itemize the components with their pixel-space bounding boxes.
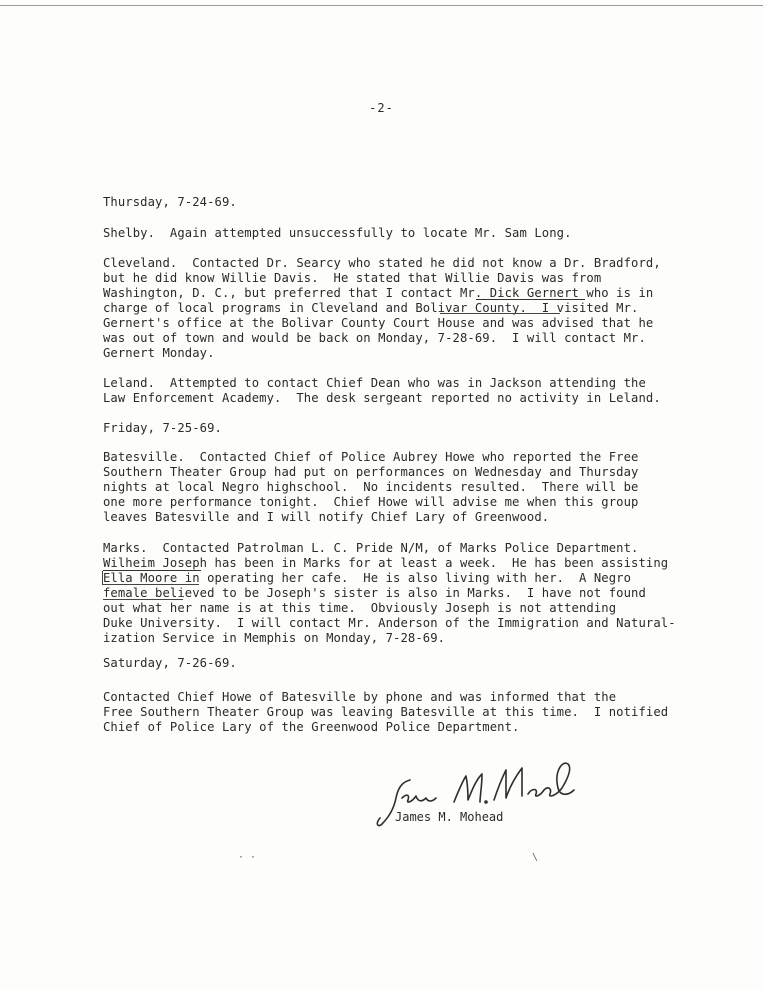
date-saturday: Saturday, 7-26-69. <box>103 656 237 670</box>
date-friday: Friday, 7-25-69. <box>103 421 222 435</box>
entry-leland: Leland. Attempted to contact Chief Dean who was in Jackson attending the Law Enforcement Academy. The desk sergeant reported no activity in Leland. <box>103 376 661 405</box>
entry-batesville: Batesville. Contacted Chief of Police Aubrey Howe who reported the Free Southern Theater Group had put on performances on Wednesday and Thursday nights at local Negro highschool. No incidents resulted. There will be one more performance tonight. Chief Howe will advise me when this group leaves Batesville and I will notify Chief Lary of Greenwood. <box>103 450 639 524</box>
entry-cleveland: Cleveland. Contacted Dr. Searcy who stated he did not know a Dr. Bradford, but he did know Willie Davis. He stated that Willie Davis was from Washington, D. C., but preferred that I contact Mr. Dick Gernert who is in charge of local programs in Cleveland and Bolivar County. I visited Mr. Gernert's office at the Bolivar County Court House and was advised that he was out of town and would be back on Monday, 7-28-69. I will contact Mr. Gernert Monday. <box>103 256 661 360</box>
scan-speck: \ <box>532 852 539 863</box>
signer-name: James M. Mohead <box>395 810 504 824</box>
date-thursday: Thursday, 7-24-69. <box>103 195 237 209</box>
underline-gernert <box>476 299 585 300</box>
entry-marks: Marks. Contacted Patrolman L. C. Pride N/M, of Marks Police Department. Wilheim Joseph has been in Marks for at least a week. He has been assisting Ella Moore in operating her cafe. He is also living with her. A Negro female believed to be Joseph's sister is also in Marks. I have not found out what her name is at this time. Obviously Joseph is not attending Duke University. I will contact Mr. Anderson of the Immigration and Natural- ization Service in Memphis on Monday, 7-28-69. <box>103 541 676 645</box>
entry-shelby: Shelby. Again attempted unsuccessfully to locate Mr. Sam Long. <box>103 226 572 240</box>
page-top-edge <box>0 5 763 6</box>
underline-female-believed <box>103 599 183 600</box>
box-ella-moore <box>102 571 199 585</box>
entry-batesville-phone: Contacted Chief Howe of Batesville by phone and was informed that the Free Southern Theater Group was leaving Batesville at this time. I notified Chief of Police Lary of the Greenwood Police Department. <box>103 690 669 734</box>
underline-bolivar <box>440 313 560 314</box>
scan-speck: · · <box>238 852 257 863</box>
page-number: -2- <box>369 101 394 115</box>
